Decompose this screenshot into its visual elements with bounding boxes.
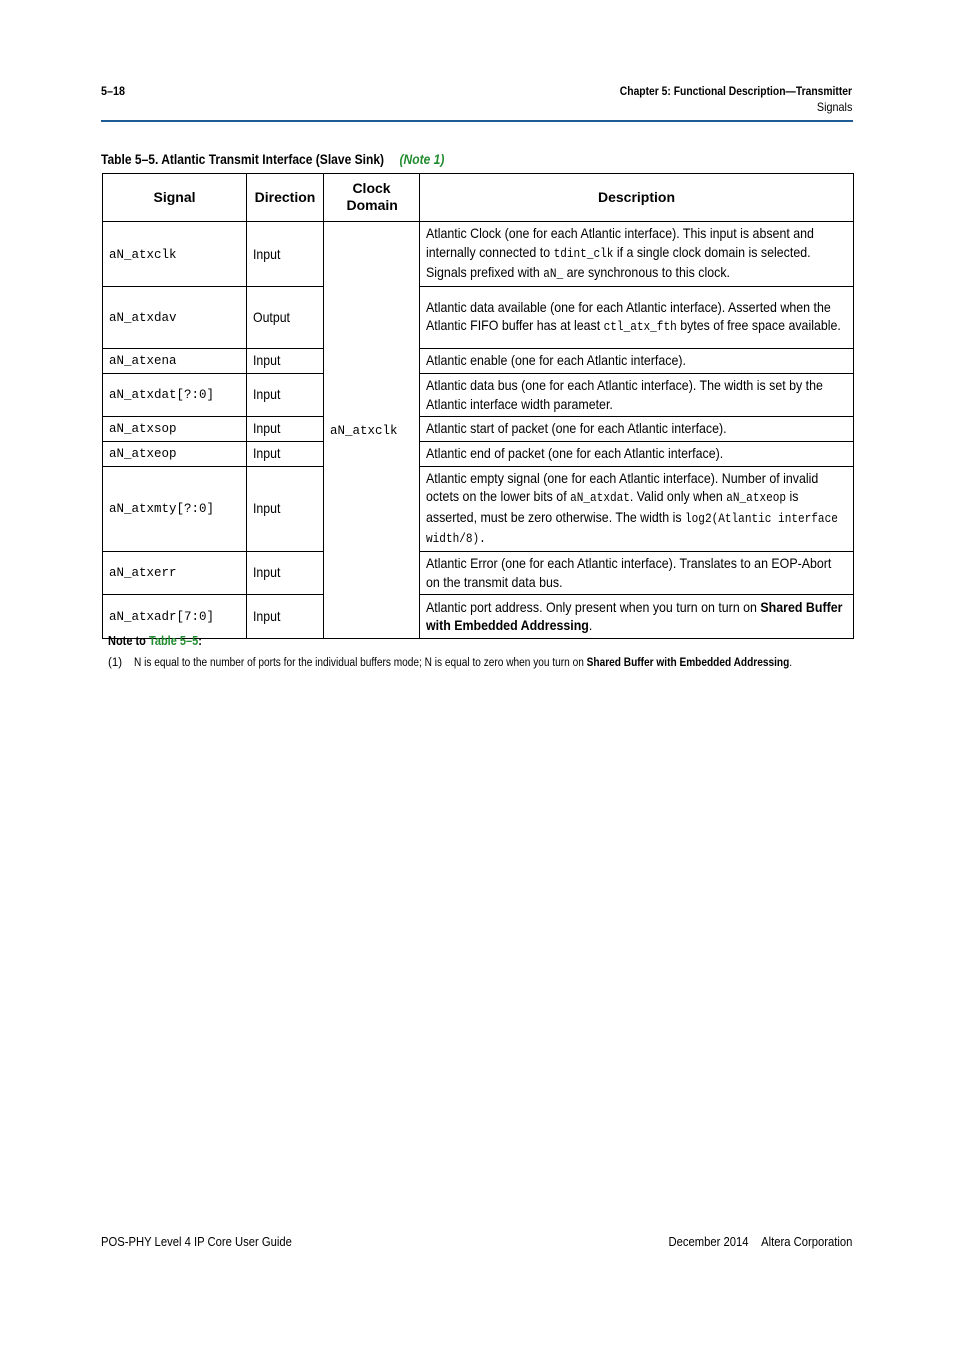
col-header-direction: Direction [247, 174, 324, 222]
table-link[interactable]: Table 5–5 [148, 634, 199, 648]
text-run: bytes of free space available. [676, 317, 841, 333]
text-run: Atlantic end of packet (one for each Atlantic interface). [426, 445, 724, 462]
signal-name: aN_atxsop [103, 416, 247, 441]
page-number: 5–18 [101, 84, 126, 98]
option-name: Shared Buffer with Embedded Addressing [586, 657, 790, 669]
text-run: . Valid only when [629, 488, 727, 504]
text-run: . [588, 617, 593, 633]
signal-description [420, 594, 854, 638]
signal-description [420, 466, 854, 551]
signal-direction: Input [247, 551, 324, 594]
signal-name: aN_atxmty[?:0] [103, 466, 247, 551]
section-title: Signals [816, 100, 852, 114]
table-row [103, 551, 854, 594]
text-run: Atlantic port address. Only present when you turn on turn on [426, 598, 761, 615]
text-run: Atlantic enable (one for each Atlantic interface). [426, 352, 686, 369]
text-run: Atlantic data available (one for each Atlantic interface). Asserted when the Atlantic FIFO buffer has at least [426, 298, 831, 333]
notes-title: Note to Table 5–5: [108, 634, 202, 648]
text-run: Atlantic empty signal (one for each Atlantic interface). Number of invalid octets on the lower bits of [426, 469, 819, 504]
note-item [108, 656, 828, 670]
table-caption [101, 151, 500, 167]
signal-reference: aN_atxeop [726, 491, 787, 505]
signal-name: aN_atxclk [103, 222, 247, 287]
col-header-signal: Signal [103, 174, 247, 222]
signal-direction: Input [247, 373, 324, 416]
signal-direction: Input [247, 466, 324, 551]
signal-name: aN_atxadr[7:0] [103, 594, 247, 638]
caption-text: Table 5–5. Atlantic Transmit Interface (Slave Sink) [101, 151, 385, 167]
text-run: . [789, 657, 793, 669]
note-number: (1) [108, 657, 123, 669]
signal-reference: aN_ [543, 267, 564, 281]
signal-direction: Input [247, 348, 324, 373]
signal-direction: Input [247, 441, 324, 466]
table-row [103, 222, 854, 287]
signal-direction: Input [247, 416, 324, 441]
table-header-row [103, 174, 854, 222]
table-row [103, 416, 854, 441]
text-run: are synchronous to this clock. [563, 264, 731, 280]
text-run: if a single clock domain is selected. Signals prefixed with [426, 243, 811, 280]
header-rule [101, 120, 853, 122]
signal-name: aN_atxdav [103, 286, 247, 348]
table-row [103, 466, 854, 551]
table-row [103, 348, 854, 373]
signal-description [420, 441, 854, 466]
signal-description [420, 373, 854, 416]
table-row [103, 373, 854, 416]
table-body [103, 222, 854, 639]
signal-description [420, 222, 854, 287]
text-run: Atlantic start of packet (one for each Atlantic interface). [426, 420, 727, 437]
footer-meta [648, 1235, 852, 1249]
signal-direction: Input [247, 222, 324, 287]
signal-reference: aN_atxdat [570, 491, 630, 505]
footer-date: December 2014 [668, 1235, 749, 1249]
signal-name: aN_atxerr [103, 551, 247, 594]
table-row [103, 286, 854, 348]
signal-description [420, 348, 854, 373]
text-run: Atlantic data bus (one for each Atlantic interface). The width is set by the Atlantic interface width parameter. [426, 377, 823, 412]
signal-name: aN_atxena [103, 348, 247, 373]
signal-name: aN_atxeop [103, 441, 247, 466]
text-run: Atlantic Clock (one for each Atlantic interface). This input is absent and internally connected to [426, 225, 814, 260]
table-row [103, 594, 854, 638]
signal-direction: Input [247, 594, 324, 638]
footer-title: POS-PHY Level 4 IP Core User Guide [101, 1235, 292, 1249]
signal-direction: Output [247, 286, 324, 348]
footer-company: Altera Corporation [760, 1235, 852, 1249]
signal-description [420, 551, 854, 594]
clock-domain: aN_atxclk [324, 222, 420, 639]
note-text [134, 656, 828, 670]
chapter-title: Chapter 5: Functional Description—Transmitter [619, 84, 852, 98]
signal-reference: ctl_atx_fth [603, 320, 677, 334]
text-run: is asserted, must be zero otherwise. The width is [426, 488, 799, 525]
text-run: Atlantic Error (one for each Atlantic interface). Translates to an EOP-Abort on the transmit data bus. [426, 555, 832, 590]
col-header-clock-domain: Clock Domain [324, 174, 420, 222]
col-header-description: Description [420, 174, 854, 222]
signal-description [420, 286, 854, 348]
signal-reference: tdint_clk [553, 246, 614, 261]
caption-note-link[interactable]: (Note 1) [399, 151, 445, 167]
signal-description [420, 416, 854, 441]
signal-name: aN_atxdat[?:0] [103, 373, 247, 416]
signal-reference: log2(Atlantic interface width/8). [426, 511, 838, 546]
signal-table [102, 173, 854, 639]
option-name: Shared Buffer with Embedded Addressing [426, 598, 843, 633]
table-row [103, 441, 854, 466]
text-run: N is equal to the number of ports for the individual buffers mode; N is equal to zero when you turn on [134, 657, 587, 669]
